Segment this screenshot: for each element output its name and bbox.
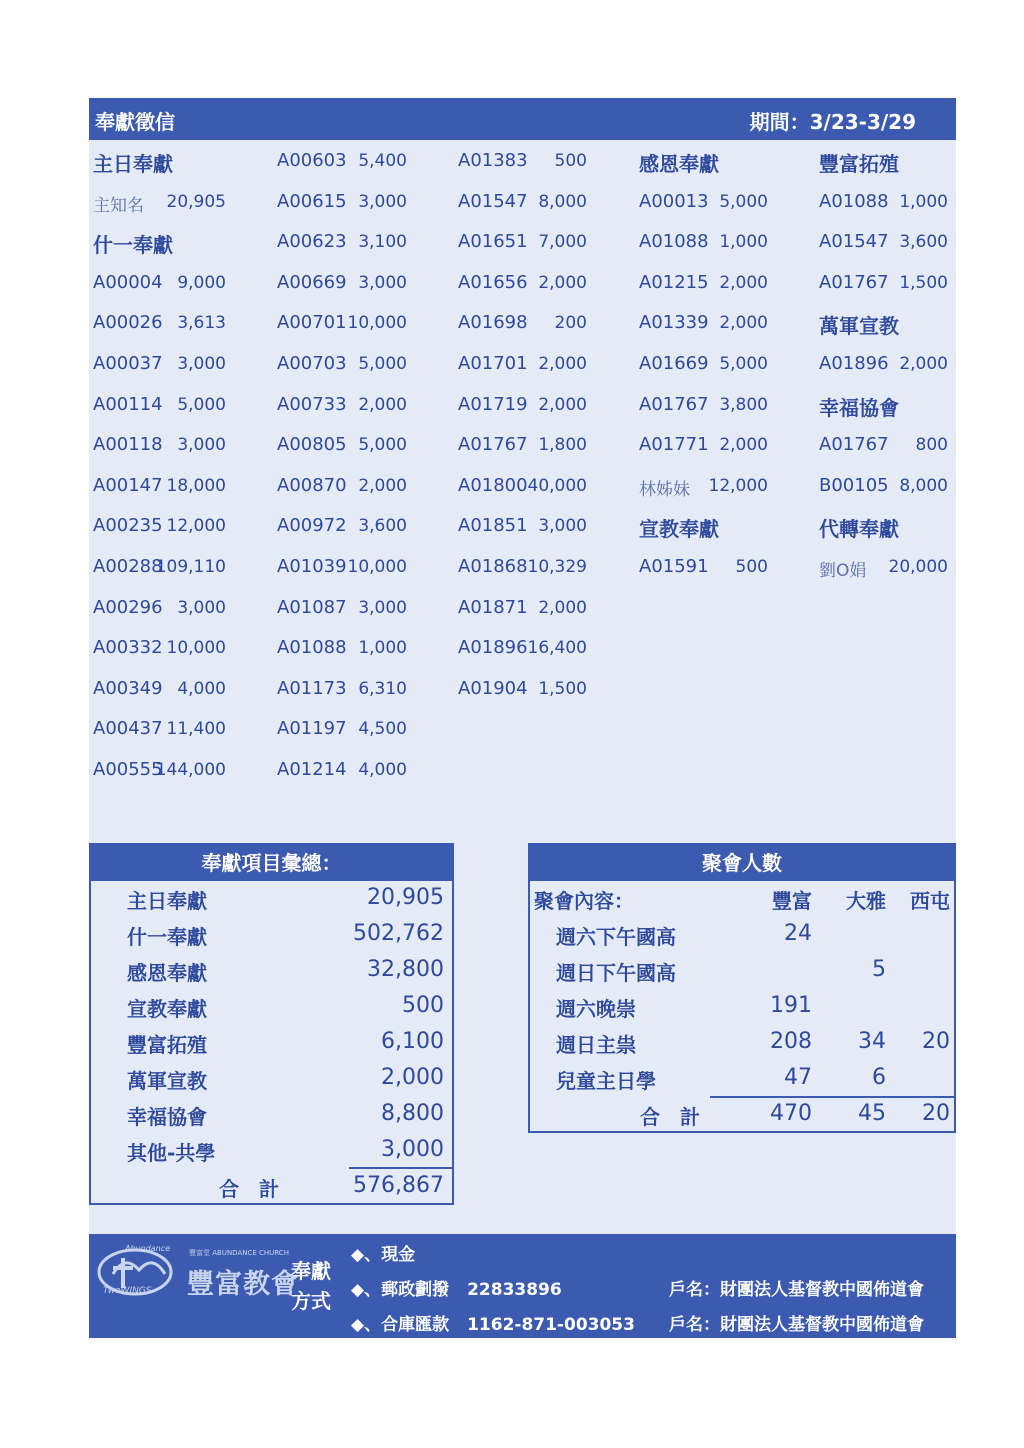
donation-amount: 4,000	[358, 760, 407, 780]
summary-row	[91, 953, 452, 989]
donation-amount: 5,000	[358, 354, 407, 374]
page-title: 奉獻徵信	[95, 110, 175, 134]
summary-total-row	[91, 1169, 452, 1205]
donation-row	[93, 353, 263, 393]
donation-row	[458, 637, 628, 677]
donor-code: A00288	[93, 556, 163, 577]
donation-amount: 20,905	[166, 191, 226, 212]
donor-code: 林姊妹	[639, 479, 690, 500]
donation-row	[277, 231, 447, 271]
donation-amount: 12,000	[166, 516, 226, 537]
summary-label: 什一奉獻	[127, 925, 207, 949]
donor-code: A00623	[277, 231, 347, 253]
payment-method-label: ◆、合庫匯款	[351, 1315, 450, 1335]
payment-method	[351, 1240, 415, 1265]
donor-code: A01214	[277, 759, 347, 780]
donor-code: A01656	[458, 271, 528, 293]
payment-method-label: ◆、郵政劃撥	[351, 1280, 450, 1300]
donation-amount: 40,000	[527, 475, 587, 496]
donation-row	[277, 191, 447, 231]
attendance-count: 191	[770, 993, 812, 1018]
summary-label: 主日奉獻	[127, 889, 207, 913]
donation-amount: 3,000	[177, 435, 226, 456]
donation-amount: 2,000	[358, 475, 407, 496]
donation-row	[277, 475, 447, 515]
donation-amount: 1,000	[899, 191, 948, 212]
donation-amount: 1,500	[899, 272, 948, 293]
payment-method-label: ◆、現金	[351, 1245, 416, 1265]
category-heading: 主日奉獻	[93, 152, 173, 176]
category-heading-row	[93, 231, 263, 271]
donation-amount: 10,000	[347, 557, 407, 577]
summary-row	[91, 1025, 452, 1061]
donation-row	[639, 353, 809, 393]
logo-brand-small-zh: 豐富堂	[189, 1249, 210, 1257]
donation-row	[458, 353, 628, 393]
payment-method	[351, 1310, 635, 1335]
church-name: 豐富教會	[187, 1269, 299, 1300]
logo-abundance-text: Abundance	[125, 1244, 171, 1253]
donation-amount: 2,000	[719, 435, 768, 456]
donor-code: A01868	[458, 556, 528, 577]
donation-amount: 1,000	[358, 638, 407, 659]
donation-row	[639, 272, 809, 312]
donation-amount: 12,000	[708, 475, 768, 496]
donor-code: A00004	[93, 271, 163, 293]
donor-code: A00669	[277, 271, 347, 293]
donation-row	[277, 353, 447, 393]
donor-code: A00437	[93, 718, 163, 740]
summary-total-value: 576,867	[353, 1173, 444, 1198]
donation-row	[819, 475, 989, 515]
donor-code: A00118	[93, 434, 163, 456]
donor-code: A00026	[93, 312, 163, 334]
category-heading-row	[819, 312, 989, 352]
category-heading: 萬軍宣教	[819, 314, 899, 339]
donation-row	[93, 759, 263, 799]
donor-code: A00870	[277, 474, 347, 496]
donation-row	[458, 515, 628, 555]
attendance-row	[530, 953, 954, 989]
donation-row	[639, 556, 809, 596]
donation-amount: 10,329	[527, 557, 587, 577]
attendance-col-header: 大雅	[846, 889, 886, 913]
attendance-total-count: 470	[770, 1101, 812, 1126]
summary-value: 3,000	[381, 1137, 444, 1162]
donation-amount: 2,000	[538, 597, 587, 618]
category-heading-row	[819, 150, 989, 190]
attendance-label: 週日主祟	[556, 1033, 636, 1057]
donation-row	[277, 718, 447, 758]
attendance-count: 6	[872, 1065, 886, 1090]
donation-row	[93, 556, 263, 596]
donation-row	[277, 394, 447, 434]
donation-amount: 800	[915, 435, 948, 456]
attendance-count: 47	[784, 1065, 812, 1090]
donation-row	[458, 191, 628, 231]
donation-row	[458, 556, 628, 596]
attendance-count: 20	[922, 1029, 950, 1054]
donor-code: A01088	[639, 231, 709, 253]
donation-row	[277, 759, 447, 799]
donation-row	[277, 150, 447, 190]
donation-row	[277, 272, 447, 312]
attendance-head-label: 聚會內容：	[534, 889, 634, 913]
donor-code: A00603	[277, 150, 347, 171]
attendance-row	[530, 1025, 954, 1061]
donation-amount: 9,000	[177, 272, 226, 293]
donor-code: A00147	[93, 474, 163, 496]
category-heading: 什一奉獻	[93, 233, 173, 258]
donation-row	[277, 637, 447, 677]
donor-code: A00235	[93, 515, 163, 537]
donor-code: A00703	[277, 353, 347, 374]
donor-code: A01547	[819, 231, 889, 253]
donation-row	[639, 475, 809, 515]
donor-code: A00733	[277, 393, 347, 415]
attendance-title: 聚會人數	[530, 845, 954, 881]
summary-title: 奉獻項目彙總：	[91, 845, 452, 881]
donation-row	[93, 597, 263, 637]
summary-row	[91, 881, 452, 917]
summary-label: 萬軍宣教	[127, 1069, 207, 1093]
donation-amount: 500	[735, 557, 768, 577]
logo-wings-text: TwoWINGS	[103, 1286, 152, 1296]
donor-code: A00114	[93, 393, 163, 415]
donor-code: A01215	[639, 271, 709, 293]
donation-row	[93, 718, 263, 758]
donor-code: 主知名	[93, 195, 144, 216]
donation-amount: 2,000	[358, 394, 407, 415]
attendance-box	[528, 843, 956, 1133]
donation-row	[93, 312, 263, 352]
attendance-count: 24	[784, 921, 812, 946]
attendance-count: 208	[770, 1029, 812, 1054]
attendance-total-count: 20	[922, 1101, 950, 1126]
donation-amount: 3,000	[358, 191, 407, 212]
attendance-row	[530, 1061, 954, 1097]
donation-row	[277, 434, 447, 474]
logo-brand-small	[189, 1248, 289, 1258]
donation-row	[93, 678, 263, 718]
donation-amount: 5,000	[719, 191, 768, 212]
summary-total-label: 合 計	[219, 1177, 279, 1201]
donation-row	[93, 434, 263, 474]
period-label: 期間：3/23-3/29	[749, 110, 916, 134]
donor-code: A01698	[458, 312, 528, 334]
summary-label: 幸福協會	[127, 1105, 207, 1129]
donor-code: A01339	[639, 312, 709, 334]
donor-code: A01669	[639, 353, 709, 374]
donation-amount: 6,310	[358, 678, 407, 699]
donation-row	[458, 312, 628, 352]
donation-amount: 2,000	[719, 313, 768, 334]
donor-code: A01800	[458, 474, 528, 496]
donor-code: A01904	[458, 677, 528, 699]
category-heading-row	[93, 150, 263, 190]
donor-code: A01087	[277, 596, 347, 618]
summary-value: 20,905	[367, 885, 444, 910]
donation-row	[458, 231, 628, 271]
donor-code: A01851	[458, 515, 528, 537]
donor-code: A00296	[93, 596, 163, 618]
summary-label: 豐富拓殖	[127, 1033, 207, 1057]
donation-row	[639, 312, 809, 352]
payment-account-name: 戶名：財團法人基督教中國佈道會	[669, 1280, 924, 1300]
donation-amount: 3,000	[538, 516, 587, 537]
donor-code: A00615	[277, 190, 347, 212]
attendance-count: 34	[858, 1029, 886, 1054]
donor-code: A01719	[458, 393, 528, 415]
summary-value: 8,800	[381, 1101, 444, 1126]
donor-code: A00349	[93, 677, 163, 699]
donor-code: A01197	[277, 718, 347, 740]
payment-method	[351, 1275, 562, 1300]
donation-amount: 144,000	[155, 760, 226, 780]
summary-row	[91, 1061, 452, 1097]
donation-row	[639, 434, 809, 474]
donor-code: A01088	[819, 190, 889, 212]
donation-amount: 11,400	[166, 719, 226, 740]
donation-row	[458, 475, 628, 515]
donation-row	[819, 434, 989, 474]
donation-row	[819, 272, 989, 312]
donor-code: A00332	[93, 637, 163, 659]
donation-amount: 4,000	[177, 678, 226, 699]
summary-value: 2,000	[381, 1065, 444, 1090]
category-heading: 豐富拓殖	[819, 152, 899, 176]
category-heading: 代轉奉獻	[819, 517, 899, 542]
category-heading: 幸福協會	[819, 395, 899, 420]
donation-row	[458, 272, 628, 312]
donation-amount: 1,800	[538, 435, 587, 456]
attendance-label: 週日下午國高	[556, 961, 676, 985]
donor-code: A01039	[277, 556, 347, 577]
donor-code: A00555	[93, 759, 163, 780]
attendance-label: 週六下午國高	[556, 925, 676, 949]
donor-code: A01896	[819, 353, 889, 374]
attendance-col-header: 西屯	[910, 889, 950, 913]
donation-amount: 3,613	[177, 313, 226, 334]
attendance-col-header: 豐富	[772, 889, 812, 913]
donation-row	[277, 556, 447, 596]
donor-code: A01591	[639, 556, 709, 577]
summary-row	[91, 1097, 452, 1133]
donation-row	[458, 434, 628, 474]
summary-value: 502,762	[353, 921, 444, 946]
donation-row	[277, 597, 447, 637]
donor-code: 劉O娟	[819, 561, 867, 581]
summary-label: 宣教奉獻	[127, 997, 207, 1021]
donor-code: A01383	[458, 150, 528, 171]
donor-code: A00805	[277, 434, 347, 456]
logo-brand-small-en: ABUNDANCE CHURCH	[212, 1249, 289, 1257]
donor-code: A00972	[277, 515, 347, 537]
donation-amount: 2,000	[538, 272, 587, 293]
donor-code: A01767	[458, 434, 528, 456]
donation-amount: 1,000	[719, 232, 768, 253]
donation-amount: 18,000	[166, 475, 226, 496]
donation-amount: 3,000	[177, 354, 226, 374]
category-heading-row	[639, 150, 809, 190]
summary-label: 其他-共學	[127, 1141, 216, 1165]
summary-value: 6,100	[381, 1029, 444, 1054]
donation-amount: 3,000	[177, 597, 226, 618]
donor-code: A01173	[277, 677, 347, 699]
donation-amount: 3,600	[358, 516, 407, 537]
donation-row	[458, 150, 628, 190]
attendance-label: 兒童主日學	[556, 1069, 656, 1093]
donor-code: B00105	[819, 474, 889, 496]
donation-row	[819, 231, 989, 271]
donation-row	[93, 191, 263, 231]
category-heading-row	[639, 515, 809, 555]
donation-amount: 3,000	[358, 597, 407, 618]
summary-value: 32,800	[367, 957, 444, 982]
category-heading: 感恩奉獻	[639, 152, 719, 176]
donation-amount: 1,500	[538, 678, 587, 699]
donation-amount: 16,400	[527, 638, 587, 659]
category-heading-row	[819, 394, 989, 434]
donor-code: A01871	[458, 596, 528, 618]
donation-row	[458, 678, 628, 718]
donor-code: A01767	[819, 434, 889, 456]
donation-row	[819, 353, 989, 393]
donor-code: A01651	[458, 231, 528, 253]
donation-amount: 7,000	[538, 232, 587, 253]
attendance-total-label: 合 計	[640, 1105, 700, 1129]
donation-amount: 8,000	[899, 475, 948, 496]
donation-amount: 20,000	[888, 557, 948, 577]
donation-row	[277, 515, 447, 555]
attendance-header-row	[530, 881, 954, 917]
attendance-row	[530, 917, 954, 953]
donor-code: A01701	[458, 353, 528, 374]
donor-code: A00037	[93, 353, 163, 374]
donation-amount: 8,000	[538, 191, 587, 212]
summary-row	[91, 989, 452, 1025]
donation-row	[93, 475, 263, 515]
donation-amount: 200	[554, 313, 587, 334]
summary-row	[91, 1133, 452, 1169]
donation-amount: 2,000	[538, 394, 587, 415]
donation-row	[93, 515, 263, 555]
summary-box	[89, 843, 454, 1205]
donation-amount: 4,500	[358, 719, 407, 740]
donation-amount: 3,100	[358, 232, 407, 253]
attendance-count: 5	[872, 957, 886, 982]
donation-row	[639, 191, 809, 231]
category-heading-row	[819, 515, 989, 555]
donation-amount: 2,000	[899, 354, 948, 374]
attendance-label: 週六晚崇	[556, 997, 636, 1021]
donation-row	[639, 394, 809, 434]
donation-amount: 5,000	[358, 435, 407, 456]
donation-amount: 2,000	[719, 272, 768, 293]
attendance-total-count: 45	[858, 1101, 886, 1126]
summary-label: 感恩奉獻	[127, 961, 207, 985]
donation-row	[277, 678, 447, 718]
donation-row	[93, 272, 263, 312]
donation-row	[819, 191, 989, 231]
attendance-total-row	[530, 1097, 954, 1133]
donation-amount: 10,000	[166, 638, 226, 659]
donor-code: A01547	[458, 190, 528, 212]
donor-code: A01896	[458, 637, 528, 659]
donation-amount: 3,600	[899, 232, 948, 253]
payment-title: 奉獻方式	[291, 1259, 331, 1313]
donation-row	[93, 394, 263, 434]
summary-row	[91, 917, 452, 953]
donation-amount: 3,000	[358, 272, 407, 293]
donor-code: A00013	[639, 190, 709, 212]
payment-method-number: 22833896	[467, 1280, 562, 1300]
category-heading: 宣教奉獻	[639, 517, 719, 542]
donation-amount: 5,400	[358, 151, 407, 171]
donation-row	[819, 556, 989, 596]
summary-value: 500	[402, 993, 444, 1018]
donor-code: A01088	[277, 637, 347, 659]
donation-amount: 2,000	[538, 354, 587, 374]
header-bar	[89, 98, 956, 140]
donation-amount: 109,110	[155, 557, 226, 577]
donation-amount: 5,000	[177, 394, 226, 415]
donation-amount: 5,000	[719, 354, 768, 374]
donation-row	[458, 597, 628, 637]
donor-code: A01771	[639, 434, 709, 456]
donor-code: A00701	[277, 312, 347, 334]
donation-row	[639, 231, 809, 271]
donation-row	[458, 394, 628, 434]
donation-amount: 3,800	[719, 394, 768, 415]
payment-account-name: 戶名：財團法人基督教中國佈道會	[669, 1315, 924, 1335]
footer-bar	[89, 1234, 956, 1338]
donation-amount: 10,000	[347, 313, 407, 334]
attendance-row	[530, 989, 954, 1025]
donation-row	[93, 637, 263, 677]
payment-method-number: 1162-871-003053	[467, 1315, 635, 1335]
donor-code: A01767	[819, 271, 889, 293]
donation-row	[277, 312, 447, 352]
donation-amount: 500	[554, 151, 587, 171]
donor-code: A01767	[639, 393, 709, 415]
